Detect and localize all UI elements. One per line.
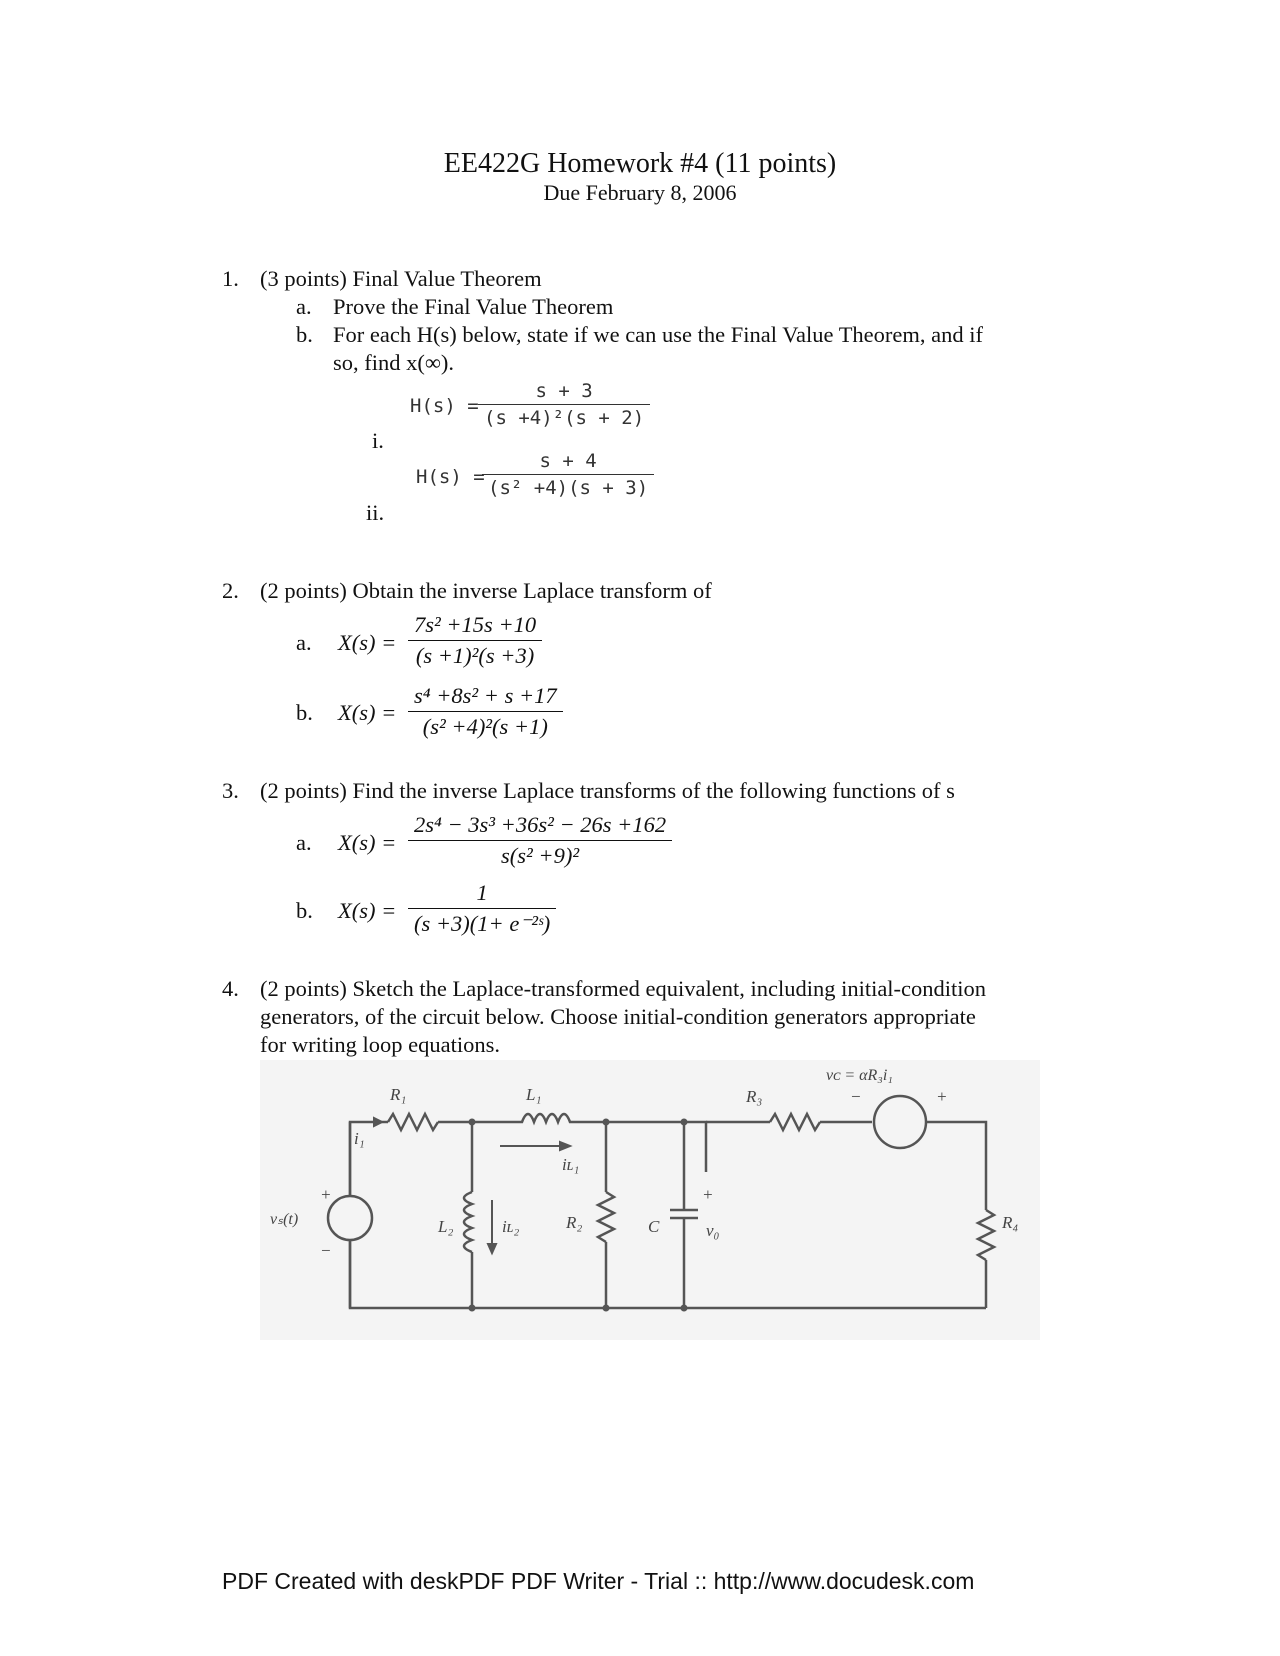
- label-v0: v₀: [706, 1221, 720, 1240]
- q1-number: 1.: [222, 266, 239, 291]
- label-vs-plus: +: [320, 1185, 332, 1204]
- q3a-numerator: 2s⁴ − 3s³ +36s² − 26s +162: [408, 812, 672, 841]
- hs1-numerator: s + 3: [478, 380, 650, 405]
- q1-i-label: i.: [372, 428, 384, 453]
- node-dot: [681, 1305, 688, 1312]
- page-title: EE422G Homework #4 (11 points): [443, 148, 837, 179]
- hs2-fraction: [482, 450, 654, 499]
- q3b-fraction: [408, 880, 556, 937]
- due-date: Due February 8, 2006: [543, 180, 737, 205]
- label-r1: R₁: [390, 1085, 407, 1104]
- q3a-label: a.: [296, 830, 312, 855]
- hs1-fraction: [478, 380, 650, 429]
- label-vc: vᴄ = αR₃i₁: [826, 1067, 893, 1084]
- label-vs: vₛ(t): [270, 1211, 299, 1228]
- hs2-numerator: s + 4: [482, 450, 654, 475]
- hs2-lhs: H(s) =: [416, 466, 485, 488]
- q3b-label: b.: [296, 898, 313, 923]
- q2a-lhs: X(s) =: [338, 630, 397, 655]
- q2a-denominator: (s +1)²(s +3): [415, 643, 535, 668]
- q1-ii-label: ii.: [366, 500, 385, 525]
- hs1-denominator: (s +4)²(s + 2): [484, 407, 645, 429]
- label-il2: iʟ₂: [502, 1217, 520, 1236]
- q1b-label: b.: [296, 322, 313, 347]
- q2a-numerator: 7s² +15s +10: [408, 612, 542, 641]
- label-i1: i₁: [354, 1129, 365, 1148]
- q4-line1: (2 points) Sketch the Laplace-transformed equivalent, including initial-condition: [260, 976, 987, 1001]
- q3b-lhs: X(s) =: [338, 898, 397, 923]
- label-r2: R₂: [566, 1213, 583, 1232]
- q1b-line2: so, find x(∞).: [333, 350, 455, 375]
- circuit-diagram: [260, 1060, 1040, 1340]
- q4-line3: for writing loop equations.: [260, 1032, 500, 1057]
- label-vs-minus: −: [320, 1241, 332, 1260]
- label-il1: iʟ₁: [562, 1155, 580, 1174]
- q2a-label: a.: [296, 630, 312, 655]
- circuit-background: [260, 1060, 1040, 1340]
- q4-number: 4.: [222, 976, 239, 1001]
- q3b-numerator: 1: [408, 880, 556, 909]
- node-dot: [681, 1119, 688, 1126]
- footer-watermark: PDF Created with deskPDF PDF Writer - Trial :: http://www.docudesk.com: [222, 1568, 975, 1594]
- q1a-label: a.: [296, 294, 312, 319]
- q2a-fraction: [408, 612, 542, 669]
- label-c: C: [648, 1217, 660, 1236]
- node-dot: [603, 1119, 610, 1126]
- q2b-fraction: [408, 683, 563, 740]
- q3-number: 3.: [222, 778, 239, 803]
- q2-number: 2.: [222, 578, 239, 603]
- q2b-lhs: X(s) =: [338, 700, 397, 725]
- q1b-line1: For each H(s) below, state if we can use the Final Value Theorem, and if: [333, 322, 984, 347]
- q3-text: (2 points) Find the inverse Laplace transforms of the following functions of s: [260, 778, 955, 803]
- q1a-text: Prove the Final Value Theorem: [333, 294, 614, 319]
- q2-text: (2 points) Obtain the inverse Laplace transform of: [260, 578, 712, 603]
- hs2-denominator: (s² +4)(s + 3): [488, 477, 649, 499]
- q3a-fraction: [408, 812, 672, 869]
- node-dot: [469, 1305, 476, 1312]
- label-v0-plus: +: [702, 1185, 714, 1204]
- q3a-lhs: X(s) =: [338, 830, 397, 855]
- label-l2: L₂: [438, 1217, 454, 1236]
- label-r4: R₄: [1002, 1213, 1019, 1232]
- q2b-denominator: (s² +4)²(s +1): [422, 714, 548, 739]
- node-dot: [469, 1119, 476, 1126]
- q4-line2: generators, of the circuit below. Choose initial-condition generators appropriate: [260, 1004, 976, 1029]
- label-vc-plus: +: [936, 1087, 948, 1106]
- q2b-label: b.: [296, 700, 313, 725]
- q3a-denominator: s(s² +9)²: [501, 843, 580, 868]
- node-dot: [603, 1305, 610, 1312]
- label-l1: L₁: [526, 1085, 542, 1104]
- label-vc-minus: −: [850, 1087, 862, 1106]
- label-r3: R₃: [746, 1087, 763, 1106]
- q2b-numerator: s⁴ +8s² + s +17: [408, 683, 563, 712]
- q1-text: (3 points) Final Value Theorem: [260, 266, 542, 291]
- q3b-denominator: (s +3)(1+ e⁻²ˢ): [414, 911, 551, 936]
- hs1-lhs: H(s) =: [410, 395, 479, 417]
- voltage-source: [328, 1196, 372, 1240]
